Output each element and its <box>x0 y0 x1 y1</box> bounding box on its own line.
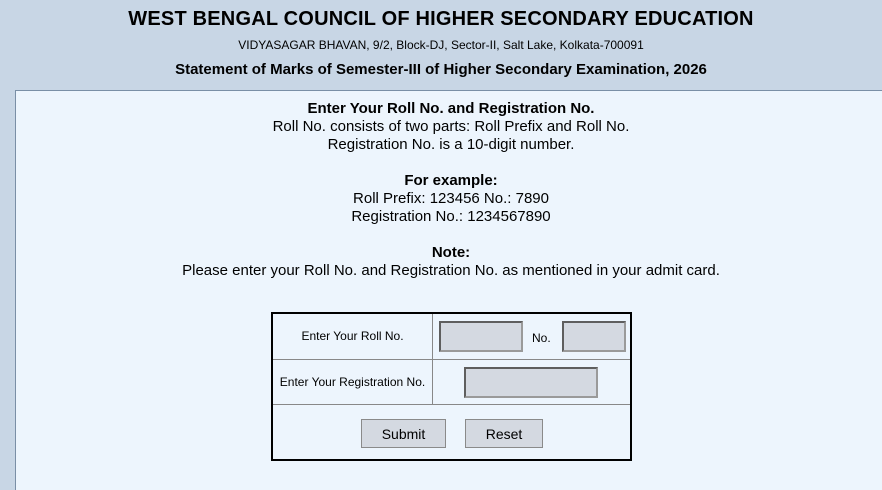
buttons-row <box>273 405 630 459</box>
example-line-2: Registration No.: 1234567890 <box>351 208 551 225</box>
roll-row <box>273 314 630 360</box>
roll-prefix-input[interactable] <box>439 321 523 352</box>
reset-button[interactable]: Reset <box>465 419 543 448</box>
example-heading: For example: <box>404 172 498 189</box>
instructions-line-2: Registration No. is a 10-digit number. <box>327 136 575 153</box>
login-form <box>271 312 632 461</box>
registration-label: Enter Your Registration No. <box>279 375 426 389</box>
roll-no-label: No. <box>532 331 551 345</box>
registration-number-input[interactable] <box>464 367 598 398</box>
instructions <box>16 100 882 280</box>
registration-row <box>273 360 630 405</box>
instructions-line-1: Roll No. consists of two parts: Roll Prefix and Roll No. <box>272 118 630 135</box>
example-line-1: Roll Prefix: 123456 No.: 7890 <box>353 190 549 207</box>
roll-label: Enter Your Roll No. <box>301 329 404 343</box>
note-text: Please enter your Roll No. and Registration No. as mentioned in your admit card. <box>182 262 720 279</box>
roll-number-input[interactable] <box>562 321 626 352</box>
note-heading: Note: <box>431 244 471 261</box>
instructions-heading: Enter Your Roll No. and Registration No. <box>307 100 595 117</box>
council-title: WEST BENGAL COUNCIL OF HIGHER SECONDARY EDUCATION <box>128 8 754 30</box>
submit-button[interactable]: Submit <box>361 419 446 448</box>
main-panel <box>15 90 882 490</box>
page-subtitle: Statement of Marks of Semester-III of Higher Secondary Examination, 2026 <box>175 61 707 78</box>
council-address: VIDYASAGAR BHAVAN, 9/2, Block-DJ, Sector-II, Salt Lake, Kolkata-700091 <box>238 38 644 52</box>
page-header <box>0 0 882 90</box>
